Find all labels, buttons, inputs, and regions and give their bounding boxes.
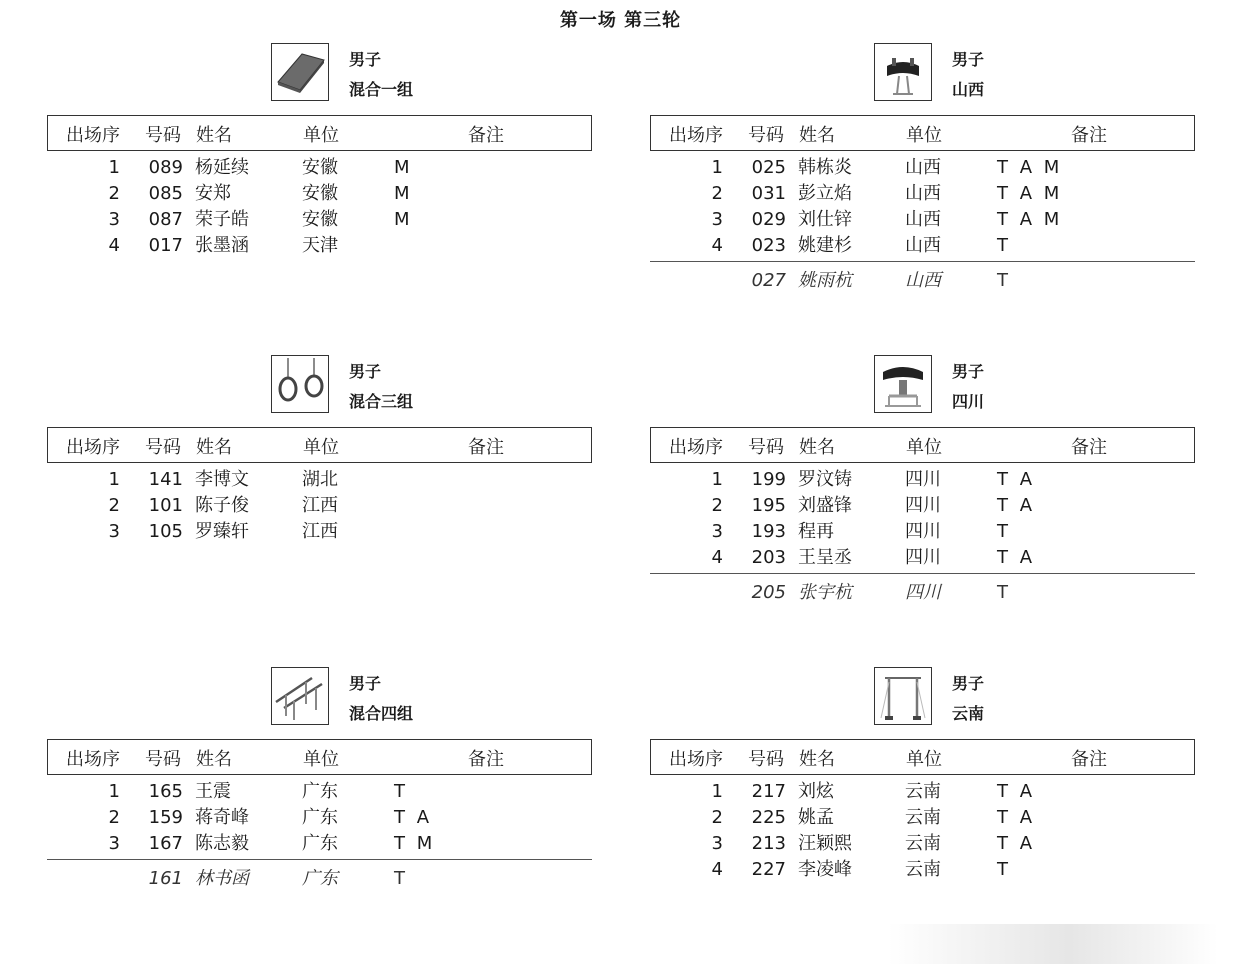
seq: 1 [108, 781, 120, 802]
group-block [47, 43, 592, 323]
athlete-name: 韩栋炎 [798, 157, 852, 178]
athlete-name: 张宇杭 [798, 582, 852, 603]
table-row [650, 805, 1195, 831]
pommel-horse-icon [874, 43, 932, 101]
seq: 4 [711, 235, 723, 256]
athlete-list [650, 779, 1195, 883]
unit: 湖北 [302, 469, 338, 490]
seq: 3 [711, 209, 723, 230]
group-block [47, 667, 592, 947]
athlete-name: 罗臻轩 [195, 521, 249, 542]
bib-number: 017 [148, 235, 183, 256]
seq: 3 [711, 833, 723, 854]
table-row [47, 155, 592, 181]
category: 男子 [952, 362, 985, 381]
bib-number: 101 [148, 495, 183, 516]
athlete-name: 王呈丞 [798, 547, 852, 568]
table-row [47, 181, 592, 207]
unit: 山西 [905, 157, 941, 178]
group-name: 混合一组 [349, 80, 414, 99]
header-note: 备注 [1071, 125, 1107, 146]
category: 男子 [349, 50, 382, 69]
table-row [650, 493, 1195, 519]
seq: 1 [711, 157, 723, 178]
seq: 2 [711, 807, 723, 828]
athlete-list [47, 155, 592, 259]
header-num: 号码 [145, 437, 181, 458]
unit: 山西 [905, 183, 941, 204]
unit: 山西 [905, 209, 941, 230]
alternate-divider [47, 859, 592, 866]
header-unit: 单位 [303, 125, 339, 146]
note: M [394, 157, 413, 178]
vault-icon [874, 355, 932, 413]
note: T A [394, 807, 433, 828]
bib-number: 213 [751, 833, 786, 854]
header-seq: 出场序 [66, 437, 120, 458]
table-header [47, 427, 592, 463]
alternate-divider [650, 573, 1195, 580]
unit: 云南 [905, 807, 941, 828]
athlete-list [47, 779, 592, 892]
alternate-divider [650, 261, 1195, 268]
header-unit: 单位 [303, 749, 339, 770]
header-num: 号码 [145, 125, 181, 146]
seq: 2 [108, 807, 120, 828]
unit: 安徽 [302, 157, 338, 178]
floor-exercise-icon [271, 43, 329, 101]
group-label [349, 45, 413, 105]
unit: 江西 [302, 521, 338, 542]
athlete-name: 刘盛锋 [798, 495, 852, 516]
bib-number: 195 [751, 495, 786, 516]
bib-number: 027 [751, 270, 786, 291]
note: T A [997, 495, 1036, 516]
note: T [394, 868, 408, 889]
bib-number: 205 [751, 582, 786, 603]
table-row [650, 155, 1195, 181]
bib-number: 105 [148, 521, 183, 542]
table-row [47, 493, 592, 519]
athlete-list [650, 467, 1195, 606]
unit: 安徽 [302, 183, 338, 204]
table-row [650, 467, 1195, 493]
table-row [650, 857, 1195, 883]
seq: 1 [711, 781, 723, 802]
note: T A M [997, 183, 1063, 204]
note: M [394, 183, 413, 204]
unit: 四川 [905, 547, 941, 568]
table-row [47, 519, 592, 545]
athlete-name: 姚雨杭 [798, 270, 852, 291]
header-note: 备注 [1071, 437, 1107, 458]
note: T M [394, 833, 436, 854]
rings-icon [271, 355, 329, 413]
header-seq: 出场序 [669, 437, 723, 458]
page-title: 第一场 第三轮 [559, 10, 682, 31]
group-name: 山西 [952, 80, 985, 99]
header-note: 备注 [468, 437, 504, 458]
parallel-bars-icon [271, 667, 329, 725]
athlete-name: 陈子俊 [195, 495, 249, 516]
seq: 3 [108, 833, 120, 854]
group-name: 混合四组 [349, 704, 414, 723]
athlete-name: 陈志毅 [195, 833, 249, 854]
athlete-list [47, 467, 592, 545]
group-block [650, 667, 1195, 947]
athlete-name: 姚孟 [798, 807, 834, 828]
bib-number: 089 [148, 157, 183, 178]
athlete-name: 荣子皓 [195, 209, 249, 230]
header-unit: 单位 [906, 749, 942, 770]
header-unit: 单位 [303, 437, 339, 458]
note: T A M [997, 157, 1063, 178]
header-unit: 单位 [906, 437, 942, 458]
seq: 4 [711, 859, 723, 880]
bib-number: 167 [148, 833, 183, 854]
category: 男子 [349, 674, 382, 693]
unit: 江西 [302, 495, 338, 516]
unit: 四川 [905, 521, 941, 542]
table-header [650, 739, 1195, 775]
table-row [650, 181, 1195, 207]
group-name: 混合三组 [349, 392, 414, 411]
athlete-name: 李凌峰 [798, 859, 852, 880]
header-num: 号码 [748, 749, 784, 770]
header-note: 备注 [468, 749, 504, 770]
table-row [47, 233, 592, 259]
watermark-smudge [888, 924, 1218, 964]
group-name: 四川 [952, 392, 985, 411]
header-num: 号码 [748, 125, 784, 146]
bib-number: 217 [751, 781, 786, 802]
seq: 1 [108, 469, 120, 490]
group-label [952, 669, 984, 729]
athlete-list [650, 155, 1195, 294]
bib-number: 025 [751, 157, 786, 178]
table-header [650, 427, 1195, 463]
header-seq: 出场序 [66, 125, 120, 146]
table-row [47, 779, 592, 805]
seq: 4 [711, 547, 723, 568]
bib-number: 085 [148, 183, 183, 204]
header-seq: 出场序 [669, 125, 723, 146]
note: T A [997, 833, 1036, 854]
bib-number: 031 [751, 183, 786, 204]
table-header [47, 739, 592, 775]
alternate-row [47, 866, 592, 892]
group-label [349, 357, 413, 417]
athlete-name: 刘仕锌 [798, 209, 852, 230]
note: T A [997, 807, 1036, 828]
header-note: 备注 [1071, 749, 1107, 770]
bib-number: 193 [751, 521, 786, 542]
table-header [47, 115, 592, 151]
note: T A [997, 781, 1036, 802]
bib-number: 029 [751, 209, 786, 230]
table-row [650, 207, 1195, 233]
table-row [650, 233, 1195, 259]
seq: 3 [108, 521, 120, 542]
athlete-name: 刘炫 [798, 781, 834, 802]
table-row [47, 467, 592, 493]
header-name: 姓名 [799, 749, 835, 770]
table-row [650, 519, 1195, 545]
athlete-name: 李博文 [195, 469, 249, 490]
seq: 3 [711, 521, 723, 542]
bib-number: 165 [148, 781, 183, 802]
note: T [997, 235, 1011, 256]
table-row [47, 805, 592, 831]
category: 男子 [952, 674, 985, 693]
header-note: 备注 [468, 125, 504, 146]
seq: 2 [108, 183, 120, 204]
table-row [650, 545, 1195, 571]
note: T A M [997, 209, 1063, 230]
note: T A [997, 469, 1036, 490]
unit: 安徽 [302, 209, 338, 230]
note: T A [997, 547, 1036, 568]
seq: 2 [108, 495, 120, 516]
bib-number: 159 [148, 807, 183, 828]
seq: 1 [108, 157, 120, 178]
bib-number: 087 [148, 209, 183, 230]
header-name: 姓名 [196, 437, 232, 458]
athlete-name: 姚建杉 [798, 235, 852, 256]
seq: 2 [711, 183, 723, 204]
bib-number: 227 [751, 859, 786, 880]
group-block [650, 43, 1195, 323]
unit: 四川 [905, 495, 941, 516]
note: T [997, 582, 1011, 603]
table-header [650, 115, 1195, 151]
athlete-name: 王震 [195, 781, 231, 802]
note: T [997, 521, 1011, 542]
athlete-name: 汪颖熙 [798, 833, 852, 854]
header-seq: 出场序 [669, 749, 723, 770]
athlete-name: 彭立焰 [798, 183, 852, 204]
unit: 广东 [302, 868, 338, 889]
bib-number: 203 [751, 547, 786, 568]
athlete-name: 张墨涵 [195, 235, 249, 256]
unit: 广东 [302, 833, 338, 854]
bib-number: 023 [751, 235, 786, 256]
athlete-name: 杨延续 [195, 157, 249, 178]
table-row [650, 831, 1195, 857]
group-label [952, 357, 984, 417]
seq: 4 [108, 235, 120, 256]
alternate-row [650, 580, 1195, 606]
table-row [650, 779, 1195, 805]
header-num: 号码 [145, 749, 181, 770]
unit: 天津 [302, 235, 338, 256]
athlete-name: 林书函 [195, 868, 249, 889]
bib-number: 199 [751, 469, 786, 490]
athlete-name: 安郑 [195, 183, 231, 204]
seq: 3 [108, 209, 120, 230]
unit: 广东 [302, 781, 338, 802]
header-name: 姓名 [799, 437, 835, 458]
alternate-row [650, 268, 1195, 294]
header-unit: 单位 [906, 125, 942, 146]
unit: 四川 [905, 582, 941, 603]
horizontal-bar-icon [874, 667, 932, 725]
header-num: 号码 [748, 437, 784, 458]
group-label [952, 45, 984, 105]
unit: 山西 [905, 270, 941, 291]
unit: 云南 [905, 859, 941, 880]
unit: 广东 [302, 807, 338, 828]
unit: 云南 [905, 781, 941, 802]
bib-number: 225 [751, 807, 786, 828]
header-name: 姓名 [196, 749, 232, 770]
group-name: 云南 [952, 704, 985, 723]
unit: 山西 [905, 235, 941, 256]
unit: 四川 [905, 469, 941, 490]
table-row [47, 207, 592, 233]
seq: 1 [711, 469, 723, 490]
bib-number: 161 [148, 868, 183, 889]
seq: 2 [711, 495, 723, 516]
note: M [394, 209, 413, 230]
athlete-name: 程再 [798, 521, 834, 542]
unit: 云南 [905, 833, 941, 854]
header-name: 姓名 [799, 125, 835, 146]
note: T [997, 270, 1011, 291]
athlete-name: 蒋奇峰 [195, 807, 249, 828]
athlete-name: 罗汶铸 [798, 469, 852, 490]
header-seq: 出场序 [66, 749, 120, 770]
table-row [47, 831, 592, 857]
note: T [394, 781, 408, 802]
category: 男子 [952, 50, 985, 69]
header-name: 姓名 [196, 125, 232, 146]
group-label [349, 669, 413, 729]
bib-number: 141 [148, 469, 183, 490]
category: 男子 [349, 362, 382, 381]
group-block [47, 355, 592, 635]
note: T [997, 859, 1011, 880]
group-block [650, 355, 1195, 635]
